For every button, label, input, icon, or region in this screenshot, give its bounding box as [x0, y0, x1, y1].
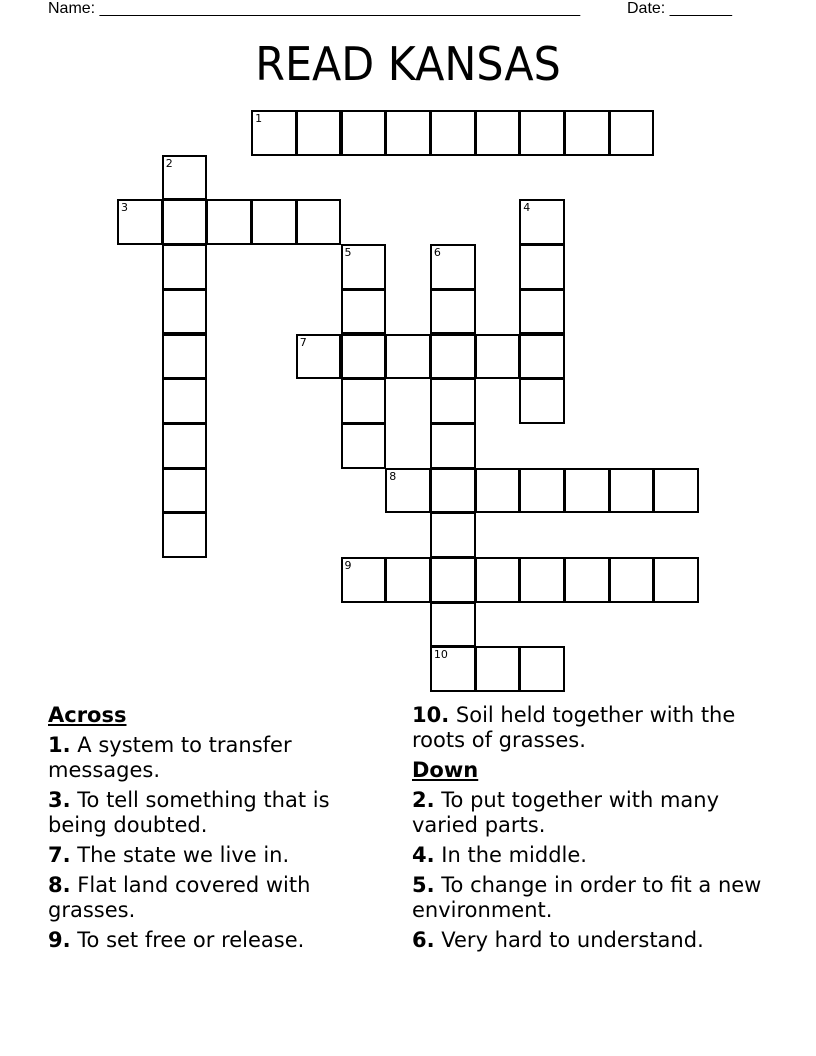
grid-cell[interactable]: [430, 378, 476, 424]
clues-right-column: [412, 703, 772, 958]
grid-cell[interactable]: [162, 244, 208, 290]
across-heading: Across: [48, 703, 127, 727]
cell-number: 1: [255, 112, 263, 125]
grid-cell[interactable]: [430, 334, 476, 380]
date-field[interactable]: Date: _______: [627, 0, 732, 17]
grid-cell[interactable]: [609, 110, 655, 156]
grid-cell[interactable]: [519, 646, 565, 692]
clue-number: 6.: [412, 928, 435, 952]
grid-cell[interactable]: [251, 110, 297, 156]
grid-cell[interactable]: [609, 557, 655, 603]
clue-down-4: [412, 843, 772, 868]
grid-cell[interactable]: [564, 110, 610, 156]
grid-cell[interactable]: [162, 512, 208, 558]
grid-cell[interactable]: [430, 602, 476, 648]
clue-number: 4.: [412, 843, 435, 867]
grid-cell[interactable]: [609, 468, 655, 514]
grid-cell[interactable]: [475, 646, 521, 692]
grid-cell[interactable]: [117, 199, 163, 245]
grid-cell[interactable]: [653, 557, 699, 603]
grid-cell[interactable]: [519, 378, 565, 424]
clue-number: 8.: [48, 873, 71, 897]
grid-cell[interactable]: [519, 199, 565, 245]
grid-cell[interactable]: [385, 557, 431, 603]
grid-cell[interactable]: [519, 334, 565, 380]
clue-text: Very hard to understand.: [441, 928, 704, 952]
cell-number: 10: [433, 648, 448, 662]
grid-cell[interactable]: [430, 512, 476, 558]
grid-cell[interactable]: [385, 110, 431, 156]
clue-number: 10.: [412, 703, 450, 727]
cell-number: 4: [523, 201, 531, 215]
clue-across-1: [48, 733, 388, 783]
grid-cell[interactable]: [653, 468, 699, 514]
clue-text: To set free or release.: [77, 928, 305, 952]
grid-cell[interactable]: [519, 468, 565, 514]
clue-number: 1.: [48, 733, 71, 757]
grid-cell[interactable]: [430, 110, 476, 156]
clue-down-2: [412, 788, 772, 838]
grid-cell[interactable]: [341, 334, 387, 380]
grid-cell[interactable]: [296, 199, 342, 245]
clue-text: The state we live in.: [77, 843, 290, 867]
grid-cell[interactable]: [162, 289, 208, 335]
grid-cell[interactable]: [430, 468, 476, 514]
grid-cell[interactable]: [564, 468, 610, 514]
page-title: READ KANSAS: [255, 37, 561, 91]
grid-cell[interactable]: [430, 289, 476, 335]
cell-number: 9: [344, 559, 352, 572]
grid-cell[interactable]: [162, 423, 208, 469]
cell-number: 7: [299, 335, 307, 349]
grid-cell[interactable]: [162, 378, 208, 424]
grid-cell[interactable]: [519, 557, 565, 603]
clue-across-10: [412, 703, 772, 753]
grid-cell[interactable]: [162, 468, 208, 514]
clue-down-5: [412, 873, 772, 923]
grid-cell[interactable]: [341, 244, 387, 290]
cell-number: 5: [344, 246, 352, 260]
grid-cell[interactable]: [475, 334, 521, 380]
grid-cell[interactable]: [296, 110, 342, 156]
grid-cell[interactable]: [162, 199, 208, 245]
clue-number: 5.: [412, 873, 435, 897]
clue-text: To change in order to fit a new environment.: [412, 873, 762, 922]
grid-cell[interactable]: [341, 423, 387, 469]
grid-cell[interactable]: [475, 468, 521, 514]
clue-across-7: [48, 843, 388, 868]
grid-cell[interactable]: [430, 423, 476, 469]
cell-number: 3: [121, 201, 128, 215]
clue-number: 3.: [48, 788, 71, 812]
clue-text: To tell something that is being doubted.: [48, 788, 330, 837]
clues-left-column: [48, 703, 388, 958]
clue-across-8: [48, 873, 388, 923]
clue-across-3: [48, 788, 388, 838]
clue-text: To put together with many varied parts.: [412, 788, 720, 837]
down-heading: Down: [412, 758, 479, 782]
grid-cell[interactable]: [341, 110, 387, 156]
grid-cell[interactable]: [519, 244, 565, 290]
clue-across-9: [48, 928, 388, 953]
clue-number: 9.: [48, 928, 71, 952]
clue-text: In the middle.: [441, 843, 587, 867]
grid-cell[interactable]: [430, 557, 476, 603]
name-field[interactable]: Name: ______________________________________________________: [48, 0, 581, 17]
clue-text: A system to transfer messages.: [48, 733, 292, 782]
grid-cell[interactable]: [430, 646, 476, 692]
grid-cell[interactable]: [385, 334, 431, 380]
grid-cell[interactable]: [341, 378, 387, 424]
clue-number: 7.: [48, 843, 71, 867]
grid-cell[interactable]: [519, 110, 565, 156]
grid-cell[interactable]: [251, 199, 297, 245]
grid-cell[interactable]: [206, 199, 252, 245]
grid-cell[interactable]: [162, 334, 208, 380]
clue-text: Flat land covered with grasses.: [48, 873, 311, 922]
cell-number: 2: [165, 156, 173, 170]
grid-cell[interactable]: [341, 557, 387, 603]
cell-number: 8: [389, 469, 397, 483]
grid-cell[interactable]: [519, 289, 565, 335]
grid-cell[interactable]: [162, 155, 208, 201]
grid-cell[interactable]: [385, 468, 431, 514]
clue-text: Soil held together with the roots of grasses.: [412, 703, 736, 752]
clue-number: 2.: [412, 788, 435, 812]
grid-cell[interactable]: [341, 289, 387, 335]
cell-number: 6: [433, 246, 441, 260]
grid-cell[interactable]: [475, 557, 521, 603]
clue-down-6: [412, 928, 772, 953]
grid-cell[interactable]: [475, 110, 521, 156]
grid-cell[interactable]: [296, 334, 342, 380]
grid-cell[interactable]: [564, 557, 610, 603]
grid-cell[interactable]: [430, 244, 476, 290]
